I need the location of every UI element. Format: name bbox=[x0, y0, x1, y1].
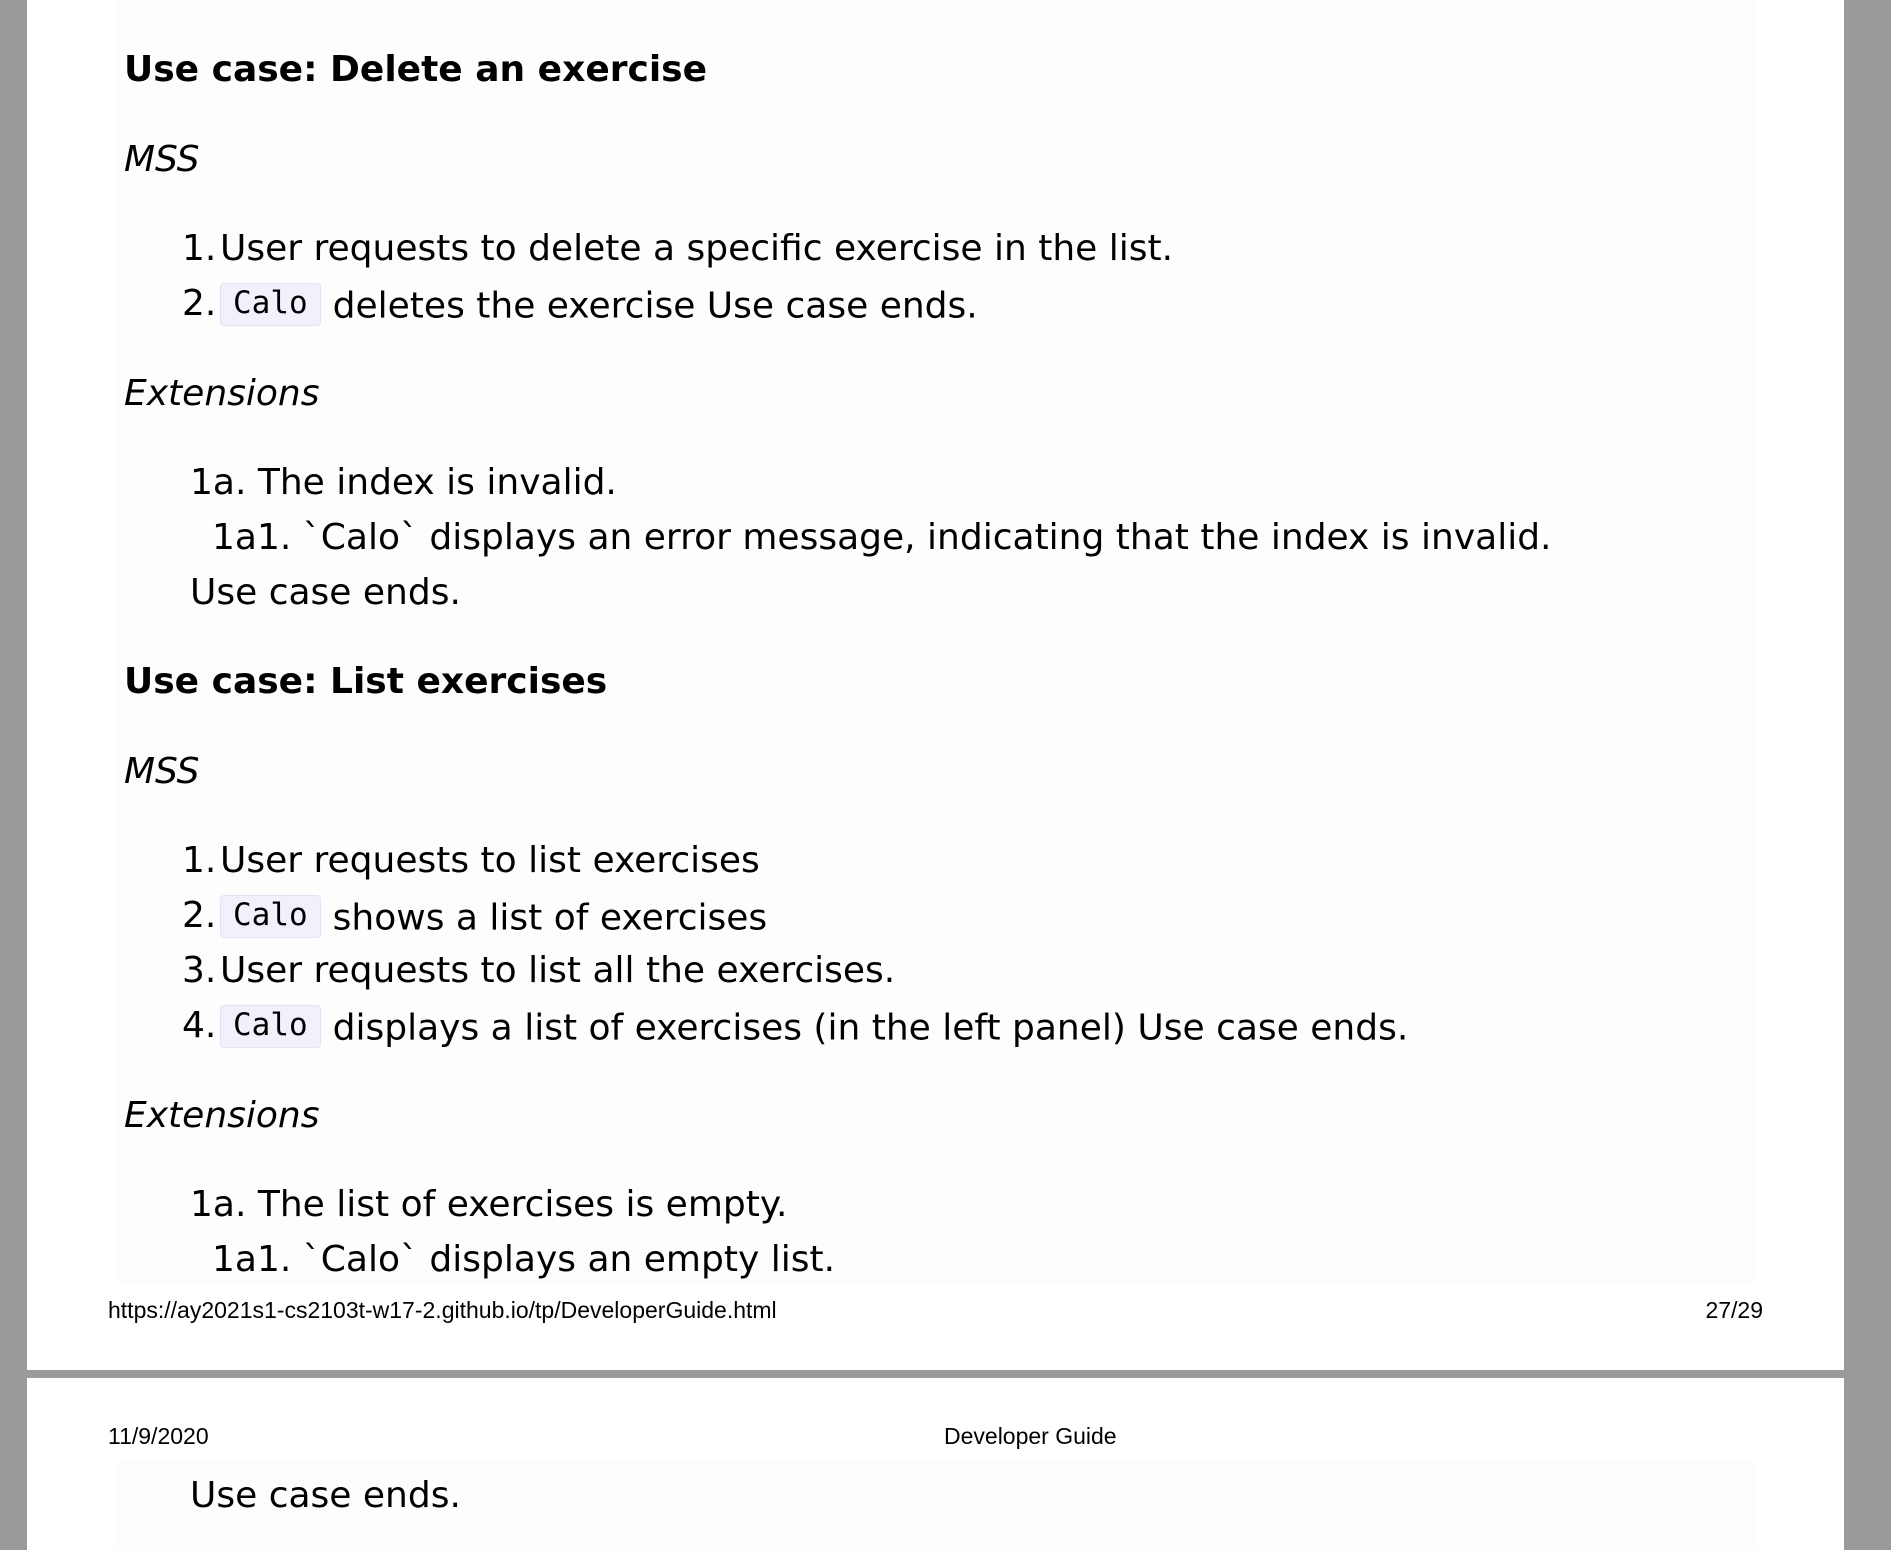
delete-usecase-title: Use case: Delete an exercise bbox=[124, 49, 708, 90]
delete-mss-item-2 bbox=[220, 286, 978, 329]
list-mss-item-1-text: User requests to list exercises bbox=[220, 840, 760, 881]
delete-extensions-label: Extensions bbox=[124, 373, 320, 414]
list-mss-item-4 bbox=[220, 1008, 1408, 1051]
list-mss-item-3-number: 3. bbox=[182, 950, 217, 991]
delete-mss-item-2-text: deletes the exercise Use case ends. bbox=[332, 285, 978, 327]
list-mss-item-3-text: User requests to list all the exercises. bbox=[220, 950, 896, 991]
list-mss-item-2-text: shows a list of exercises bbox=[332, 897, 768, 939]
calo-code-span: Calo bbox=[220, 1005, 321, 1048]
delete-mss-item-2-number: 2. bbox=[182, 283, 217, 324]
delete-extension-end: Use case ends. bbox=[190, 572, 461, 613]
delete-mss-item-1-text: User requests to delete a specific exercise in the list. bbox=[220, 228, 1174, 269]
calo-code-span: Calo bbox=[220, 895, 321, 938]
pdf-page-28 bbox=[27, 1378, 1844, 1550]
list-mss-label: MSS bbox=[124, 751, 200, 792]
list-extensions-label: Extensions bbox=[124, 1095, 320, 1136]
list-extension-1a1: 1a1. `Calo` displays an empty list. bbox=[212, 1239, 836, 1280]
list-usecase-title: Use case: List exercises bbox=[124, 661, 608, 702]
list-mss-item-4-text: displays a list of exercises (in the left panel) Use case ends. bbox=[332, 1007, 1409, 1049]
page-footer-url: https://ay2021s1-cs2103t-w17-2.github.io/tp/DeveloperGuide.html bbox=[108, 1297, 777, 1323]
page-content-area bbox=[116, 0, 1756, 1283]
delete-extension-1a1: 1a1. `Calo` displays an error message, indicating that the index is invalid. bbox=[212, 517, 1552, 558]
page-header-date: 11/9/2020 bbox=[108, 1423, 209, 1449]
delete-mss-label: MSS bbox=[124, 139, 200, 180]
list-mss-item-4-number: 4. bbox=[182, 1005, 217, 1046]
page-header-title: Developer Guide bbox=[944, 1423, 1117, 1449]
list-mss-item-2-number: 2. bbox=[182, 895, 217, 936]
list-mss-item-2 bbox=[220, 898, 767, 941]
delete-mss-item-1-number: 1. bbox=[182, 228, 217, 269]
delete-extension-1a: 1a. The index is invalid. bbox=[190, 462, 617, 503]
list-mss-item-1-number: 1. bbox=[182, 840, 217, 881]
list-extension-1a: 1a. The list of exercises is empty. bbox=[190, 1184, 788, 1225]
calo-code-span: Calo bbox=[220, 283, 321, 326]
continued-use-case-end: Use case ends. bbox=[190, 1475, 461, 1516]
page-footer-page-number: 27/29 bbox=[1705, 1297, 1763, 1323]
